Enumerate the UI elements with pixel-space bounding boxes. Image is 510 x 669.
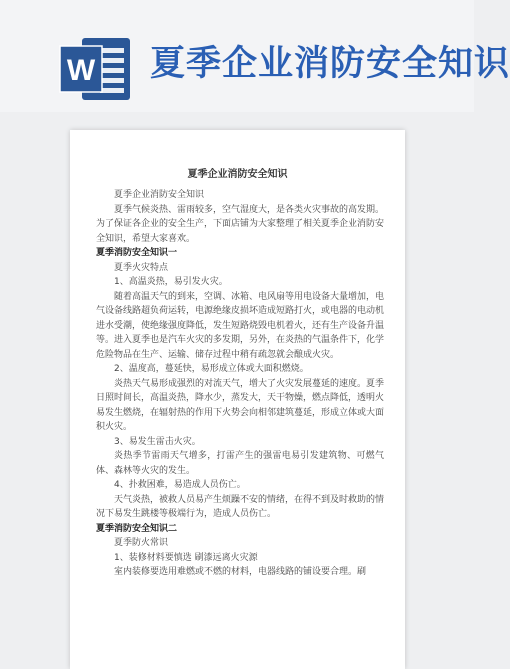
document-paragraph: 2、温度高，蔓延快，易形成立体或大面积燃烧。 [114, 364, 309, 374]
document-paragraph: 随着高温天气的到来，空调、冰箱、电风扇等用电设备大量增加，电气设备线路超负荷运转，电源绝缘皮损坏造成短路打火，或电器的电动机进水受潮，使绝缘强度降低，发生短路烧毁电机着火，还有生产设备升温等。进入夏季也是汽车火灾的多发期，另外，在炎热的气温条件下，化学危险物品在生产、运输、储存过程中稍有疏忽就会酿成火灾。 [96, 291, 385, 360]
document-title: 夏季企业消防安全知识 [187, 169, 288, 180]
document-paragraph: 天气炎热，被救人员易产生烦躁不安的情绪，在得不到及时救助的情况下易发生跳楼等极端行为，造成人员伤亡。 [96, 494, 385, 519]
document-paragraph: 夏季气候炎热、雷雨较多，空气湿度大，是各类火灾事故的高发期。为了保证各企业的安全生产，下面店铺为大家整理了相关夏季企业消防安全知识，希望大家喜欢。 [96, 204, 385, 244]
word-document-icon [60, 38, 130, 100]
document-paragraph: 室内装修要选用难燃或不燃的材料，电器线路的铺设要合理。刷 [114, 567, 367, 577]
word-logo-letter: W [66, 54, 96, 87]
section-heading: 夏季消防安全知识二 [96, 523, 178, 534]
document-paragraph: 夏季火灾特点 [114, 262, 169, 273]
document-paragraph: 夏季防火常识 [114, 538, 169, 548]
banner-title: 夏季企业消防安全知识 [150, 44, 510, 84]
document-page [70, 130, 405, 669]
document-paragraph: 1、装修材料要慎选 刷漆远离火灾源 [114, 552, 258, 563]
document-paragraph: 炎热天气易形成强烈的对流天气，增大了火灾发展蔓延的速度。夏季日照时间长，高温炎热，降水少，蒸发大，天干物燥，燃点降低，透明火易发生燃烧，在辐射热的作用下火势会向相邻建筑蔓延，形成立体或大面积火灾。 [96, 378, 385, 432]
document-paragraph: 夏季企业消防安全知识 [114, 190, 205, 200]
document-paragraph: 4、扑救困难，易造成人员伤亡。 [114, 480, 246, 490]
document-paragraph: 1、高温炎热，易引发火灾。 [114, 277, 228, 287]
section-heading: 夏季消防安全知识一 [96, 248, 178, 258]
document-body [96, 188, 384, 580]
header-banner [0, 0, 510, 112]
document-paragraph: 3、易发生雷击火灾。 [114, 436, 201, 447]
document-paragraph: 炎热季节雷雨天气增多，打雷产生的强雷电易引发建筑物、可燃气体、森林等火灾的发生。 [96, 451, 384, 476]
